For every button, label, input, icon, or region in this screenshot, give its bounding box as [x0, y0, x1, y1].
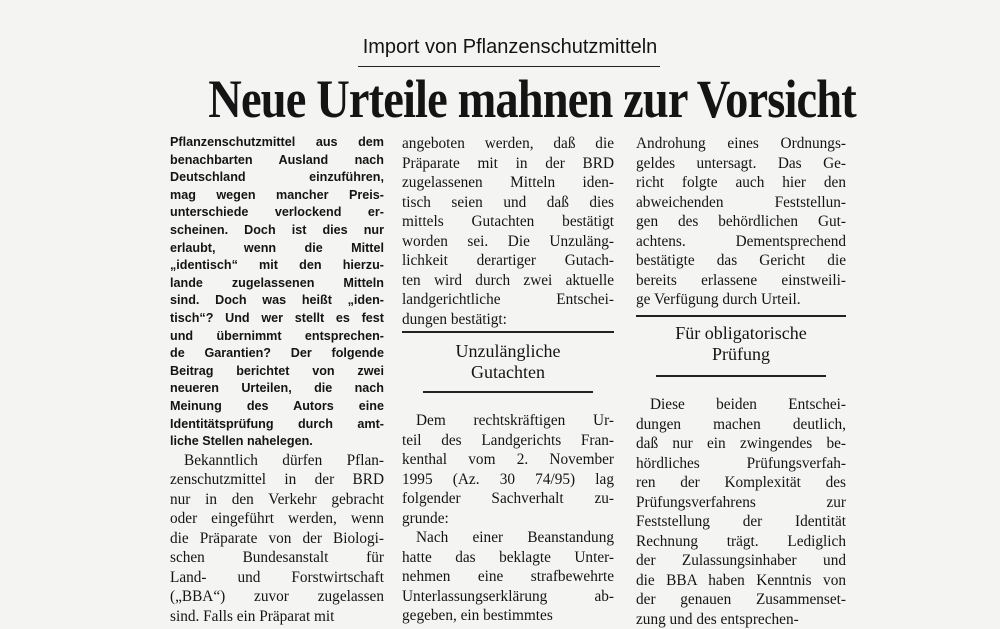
text-line: hatte das beklagte Unter- — [402, 548, 614, 568]
body-paragraph — [636, 134, 846, 310]
column-2 — [402, 134, 614, 329]
text-line: bereits erlassene einstweili- — [636, 271, 846, 291]
text-line: grunde: — [402, 509, 614, 529]
text-line: Rechnung trägt. Lediglich — [636, 532, 846, 552]
text-line: Identitätsprüfung durch amt- — [170, 416, 384, 434]
text-line: Pflanzenschutzmittel aus dem — [170, 134, 384, 152]
column-1 — [170, 134, 384, 626]
text-line: erlaubt, wenn die Mittel — [170, 240, 384, 258]
text-line: der Zulassungsinhaber und — [636, 551, 846, 571]
text-line: Meinung des Autors eine — [170, 398, 384, 416]
text-line: Prüfungsverfahrens zur — [636, 493, 846, 513]
subheading-line: Prüfung — [636, 344, 846, 365]
subheading-rule-bottom — [423, 391, 593, 393]
text-line: schen Bundesanstalt für — [170, 548, 384, 568]
text-line: („BBA“) zuvor zugelassen — [170, 587, 384, 607]
text-line: zugelassenen Mitteln iden- — [402, 173, 614, 193]
text-line: geldes untersagt. Das Ge- — [636, 154, 846, 174]
text-line: Androhung eines Ordnungs- — [636, 134, 846, 154]
text-line: dungen bestätigt: — [402, 310, 614, 330]
text-line: sind. Falls ein Präparat mit — [170, 607, 384, 627]
subheading-line: Gutachten — [402, 362, 614, 383]
text-line: Land- und Forstwirtschaft — [170, 568, 384, 588]
text-line: die BBA haben Kenntnis von — [636, 571, 846, 591]
text-line: ren der Komplexität des — [636, 473, 846, 493]
text-line: „identisch“ mit den hierzu- — [170, 257, 384, 275]
text-line: tisch seien und daß dies — [402, 193, 614, 213]
text-line: Bekanntlich dürfen Pflan- — [170, 451, 384, 471]
text-line: nur in den Verkehr gebracht — [170, 490, 384, 510]
text-line: der genauen Zusammenset- — [636, 590, 846, 610]
column-3-continued — [636, 395, 846, 629]
text-line: abweichenden Feststellun- — [636, 193, 846, 213]
text-line: mittels Gutachten bestätigt — [402, 212, 614, 232]
text-line: Deutschland einzuführen, — [170, 169, 384, 187]
text-line: richt folgte auch hier den — [636, 173, 846, 193]
text-line: Unterlassungserklärung ab- — [402, 587, 614, 607]
text-line: die Präparate von der Biologi- — [170, 529, 384, 549]
text-line: Nach einer Beanstandung — [402, 528, 614, 548]
text-line: scheinen. Doch ist dies nur — [170, 222, 384, 240]
text-line: gen des behördlichen Gut- — [636, 212, 846, 232]
text-line: 1995 (Az. 30 74/95) lag — [402, 470, 614, 490]
text-line: mag wegen mancher Preis- — [170, 187, 384, 205]
text-line: ten wird durch zwei aktuelle — [402, 271, 614, 291]
text-line: Diese beiden Entschei- — [636, 395, 846, 415]
body-paragraph — [636, 395, 846, 629]
subheading-unzulaengliche-gutachten — [402, 331, 614, 393]
text-line: hördliches Prüfungsverfah- — [636, 454, 846, 474]
subheading-rule-top — [636, 315, 846, 317]
lead-paragraph — [170, 134, 384, 451]
text-line: angeboten werden, daß die — [402, 134, 614, 154]
subheading-rule-top — [402, 331, 614, 333]
text-line: bestätigte das Gericht die — [636, 251, 846, 271]
headline: Neue Urteile mahnen zur Vorsicht — [208, 64, 801, 134]
text-line: sind. Doch was heißt „iden- — [170, 292, 384, 310]
text-line: worden sei. Die Unzuläng- — [402, 232, 614, 252]
column-2-continued — [402, 411, 614, 626]
text-line: landgerichtliche Entschei- — [402, 290, 614, 310]
text-line: daß nur ein zwingendes be- — [636, 434, 846, 454]
text-line: Beitrag berichtet von zwei — [170, 363, 384, 381]
text-line: kenthal vom 2. November — [402, 450, 614, 470]
subheading-line: Unzulängliche — [402, 341, 614, 362]
text-line: nehmen eine strafbewehrte — [402, 567, 614, 587]
body-paragraph — [402, 411, 614, 626]
text-line: Feststellung der Identität — [636, 512, 846, 532]
text-line: Präparate mit in der BRD — [402, 154, 614, 174]
text-line: lichkeit derartiger Gutach- — [402, 251, 614, 271]
text-line: ge Verfügung durch Urteil. — [636, 290, 846, 310]
text-line: zung und des entsprechen- — [636, 610, 846, 629]
text-line: de Garantien? Der folgende — [170, 345, 384, 363]
column-3 — [636, 134, 846, 310]
body-paragraph — [402, 134, 614, 329]
text-line: tisch“? Und wer stellt es fest — [170, 310, 384, 328]
text-line: unterschiede verlockend er- — [170, 204, 384, 222]
text-line: teil des Landgerichts Fran- — [402, 431, 614, 451]
text-line: zenschutzmittel in der BRD — [170, 470, 384, 490]
body-paragraph — [170, 451, 384, 627]
text-line: achtens. Dementsprechend — [636, 232, 846, 252]
text-line: und übernimmt entsprechen- — [170, 328, 384, 346]
text-line: benachbarten Ausland nach — [170, 152, 384, 170]
text-line: gegeben, ein bestimmtes — [402, 606, 614, 626]
text-line: lande zugelassenen Mitteln — [170, 275, 384, 293]
text-line: oder eingeführt werden, wenn — [170, 509, 384, 529]
text-line: neueren Urteilen, die nach — [170, 380, 384, 398]
text-line: folgender Sachverhalt zu- — [402, 489, 614, 509]
subheading-line: Für obligatorische — [636, 323, 846, 344]
text-line: dungen machen deutlich, — [636, 415, 846, 435]
subheading-fuer-obligatorische-pruefung — [636, 315, 846, 377]
text-line: Dem rechtskräftigen Ur- — [402, 411, 614, 431]
kicker: Import von Pflanzenschutzmitteln — [355, 36, 665, 59]
text-line: liche Stellen nahelegen. — [170, 433, 384, 451]
subheading-rule-bottom — [656, 375, 826, 377]
